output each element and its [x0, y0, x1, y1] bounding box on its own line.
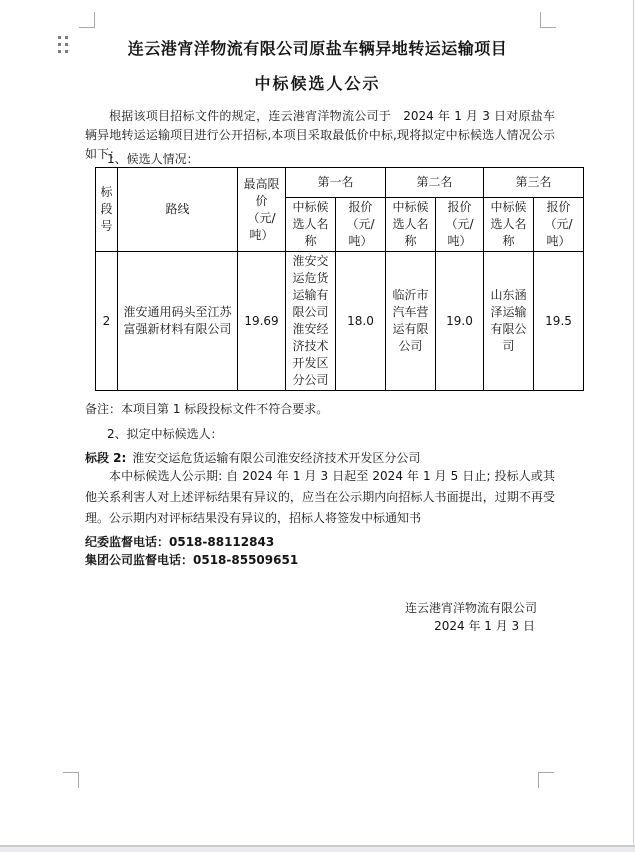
th-section-no: 标段号: [96, 168, 118, 252]
th-rank1-bid-price: 报价（元/吨）: [336, 198, 386, 252]
cell-rank2-price: 19.0: [436, 252, 484, 391]
winner-name: 淮安交运危货运输有限公司淮安经济技术开发区分公司: [132, 451, 421, 465]
signature-date: 2024 年 1 月 3 日: [434, 619, 535, 633]
winner-line: [85, 449, 420, 466]
table-row: [96, 252, 584, 391]
cell-rank3-name: 山东涵泽运输有限公司: [484, 252, 534, 391]
th-max-price: 最高限价（元/吨）: [238, 168, 286, 252]
th-rank2: 第二名: [386, 168, 484, 198]
th-rank2-bid-price: 报价（元/吨）: [436, 198, 484, 252]
cell-rank1-name: 淮安交运危货运输有限公司淮安经济技术开发区分公司: [286, 252, 336, 391]
document-title-line1: 连云港宵洋物流有限公司原盐车辆异地转运运输项目: [127, 39, 508, 58]
cell-route: 淮安通用码头至江苏富强新材料有限公司: [118, 252, 238, 391]
crop-mark-top-left-icon: [79, 12, 95, 28]
notice-paragraph: 本中标候选人公示期: 自 2024 年 1 月 3 日起至 2024 年 1 月 5 日止; 投标人或其他关系利害人对上述评标结果有异议的，应当在公示期内向招标人书面提出，过期不再受理。公示期内对评标结果没有异议的，招标人将签发中标通知书: [85, 469, 555, 525]
cell-rank3-price: 19.5: [534, 252, 584, 391]
winner-label: 标段 2:: [85, 451, 127, 465]
intro-paragraph: 根据该项目招标文件的规定，连云港宵洋物流公司于 2024 年 1 月 3 日对原盐车辆异地转运运输项目进行公开招标,本项目采取最低价中标,现将拟定中标候选人情况公示如下：: [85, 109, 555, 161]
page-right-edge: [633, 0, 634, 844]
cell-rank2-name: 临沂市汽车营运有限公司: [386, 252, 436, 391]
section2-heading: 2、拟定中标候选人：: [107, 427, 223, 441]
document-title-line2: 中标候选人公示: [254, 74, 381, 93]
th-rank1-candidate-name: 中标候选人名称: [286, 198, 336, 252]
th-rank1: 第一名: [286, 168, 386, 198]
section1-heading: 1、候选人情况：: [107, 152, 199, 166]
crop-mark-top-right-icon: [540, 12, 556, 28]
crop-mark-bottom-right-icon: [538, 772, 554, 788]
th-rank3-bid-price: 报价（元/吨）: [534, 198, 584, 252]
cell-rank1-price: 18.0: [336, 252, 386, 391]
group-phone-line: 集团公司监督电话：0518-85509651: [85, 553, 299, 567]
page-bottom-edge: [0, 845, 635, 852]
cell-section-no: 2: [96, 252, 118, 391]
cell-max-price: 19.69: [238, 252, 286, 391]
th-route: 路线: [118, 168, 238, 252]
candidates-table: [95, 167, 584, 391]
th-rank2-candidate-name: 中标候选人名称: [386, 198, 436, 252]
discipline-phone-line: 纪委监督电话：0518-88112843: [85, 535, 275, 549]
crop-mark-bottom-left-icon: [63, 772, 79, 788]
signature-organization: 连云港宵洋物流有限公司: [404, 601, 537, 615]
th-rank3-candidate-name: 中标候选人名称: [484, 198, 534, 252]
th-rank3: 第三名: [484, 168, 584, 198]
remark-line: 备注：本项目第 1 标段投标文件不符合要求。: [85, 402, 329, 416]
